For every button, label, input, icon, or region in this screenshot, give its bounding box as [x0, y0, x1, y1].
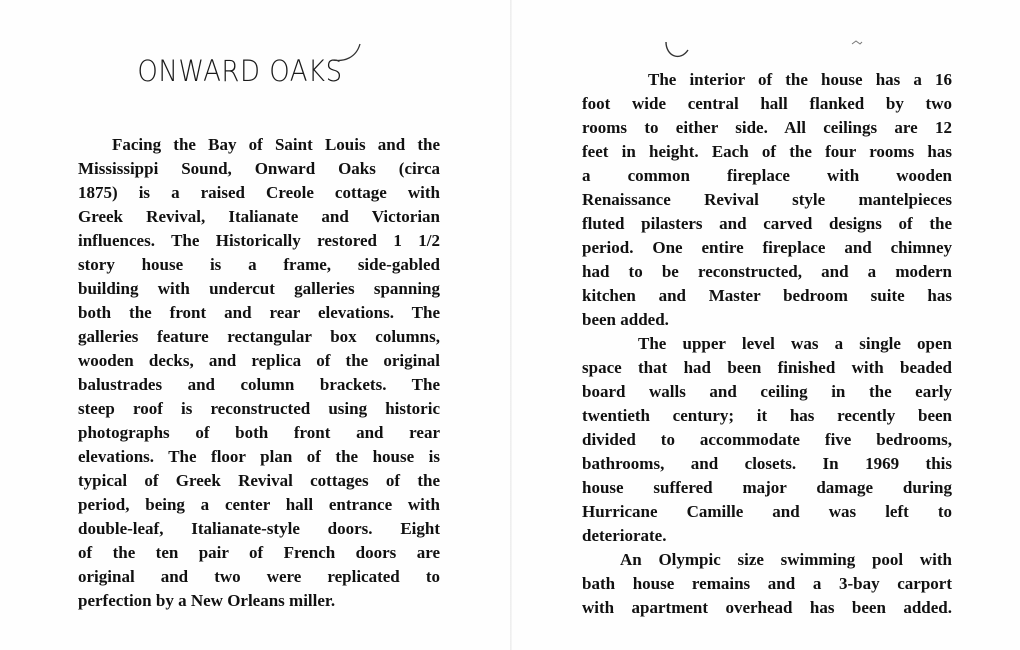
- text-line: deteriorate.: [582, 526, 667, 545]
- text-line: twentieth century; it has recently been: [582, 406, 952, 425]
- text-line: been added.: [582, 310, 669, 329]
- text-line: with apartment overhead has been added.: [582, 598, 952, 617]
- corner-mark: [662, 38, 692, 64]
- text-line: Mississippi Sound, Onward Oaks (circa: [78, 159, 440, 178]
- text-line: bathrooms, and closets. In 1969 this: [582, 454, 952, 473]
- document-title: ONWARD OAKS: [137, 55, 343, 89]
- text-line: house suffered major damage during: [582, 478, 952, 497]
- text-line: board walls and ceiling in the early: [582, 382, 952, 401]
- text-line: elevations. The floor plan of the house is: [78, 447, 440, 466]
- left-column-text: [78, 133, 440, 613]
- title-swash-mark: [330, 40, 364, 64]
- speck-mark: [850, 38, 864, 48]
- text-line: balustrades and column brackets. The: [78, 375, 440, 394]
- text-line: The interior of the house has a 16: [648, 70, 952, 89]
- text-line: Facing the Bay of Saint Louis and the: [112, 135, 440, 154]
- text-line: space that had been finished with beaded: [582, 358, 952, 377]
- text-line: 1875) is a raised Creole cottage with: [78, 183, 440, 202]
- text-line: Hurricane Camille and was left to: [582, 502, 952, 521]
- text-line: An Olympic size swimming pool with: [620, 550, 952, 569]
- text-line: both the front and rear elevations. The: [78, 303, 440, 322]
- text-line: divided to accommodate five bedrooms,: [582, 430, 952, 449]
- text-line: perfection by a New Orleans miller.: [78, 591, 336, 610]
- text-line: building with undercut galleries spanning: [78, 279, 440, 298]
- text-line: fluted pilasters and carved designs of the: [582, 214, 952, 233]
- text-line: of the ten pair of French doors are: [78, 543, 440, 562]
- text-line: rooms to either side. All ceilings are 12: [582, 118, 952, 137]
- text-line: Renaissance Revival style mantelpieces: [582, 190, 952, 209]
- text-line: had to be reconstructed, and a modern: [582, 262, 952, 281]
- text-line: feet in height. Each of the four rooms has: [582, 142, 952, 161]
- text-line: bath house remains and a 3-bay carport: [582, 574, 952, 593]
- text-line: kitchen and Master bedroom suite has: [582, 286, 952, 305]
- text-line: a common fireplace with wooden: [582, 166, 952, 185]
- text-line: influences. The Historically restored 1 1/2: [78, 231, 440, 250]
- text-line: period, being a center hall entrance with: [78, 495, 440, 514]
- text-line: foot wide central hall flanked by two: [582, 94, 952, 113]
- right-column-text: [582, 68, 952, 620]
- right-page: [512, 0, 1020, 650]
- text-line: typical of Greek Revival cottages of the: [78, 471, 440, 490]
- text-line: galleries feature rectangular box columns,: [78, 327, 440, 346]
- text-line: photographs of both front and rear: [78, 423, 440, 442]
- text-line: original and two were replicated to: [78, 567, 440, 586]
- text-line: Greek Revival, Italianate and Victorian: [78, 207, 440, 226]
- text-line: double-leaf, Italianate-style doors. Eight: [78, 519, 440, 538]
- text-line: period. One entire fireplace and chimney: [582, 238, 952, 257]
- text-line: The upper level was a single open: [638, 334, 952, 353]
- text-line: steep roof is reconstructed using historic: [78, 399, 440, 418]
- text-line: story house is a frame, side-gabled: [78, 255, 440, 274]
- text-line: wooden decks, and replica of the original: [78, 351, 440, 370]
